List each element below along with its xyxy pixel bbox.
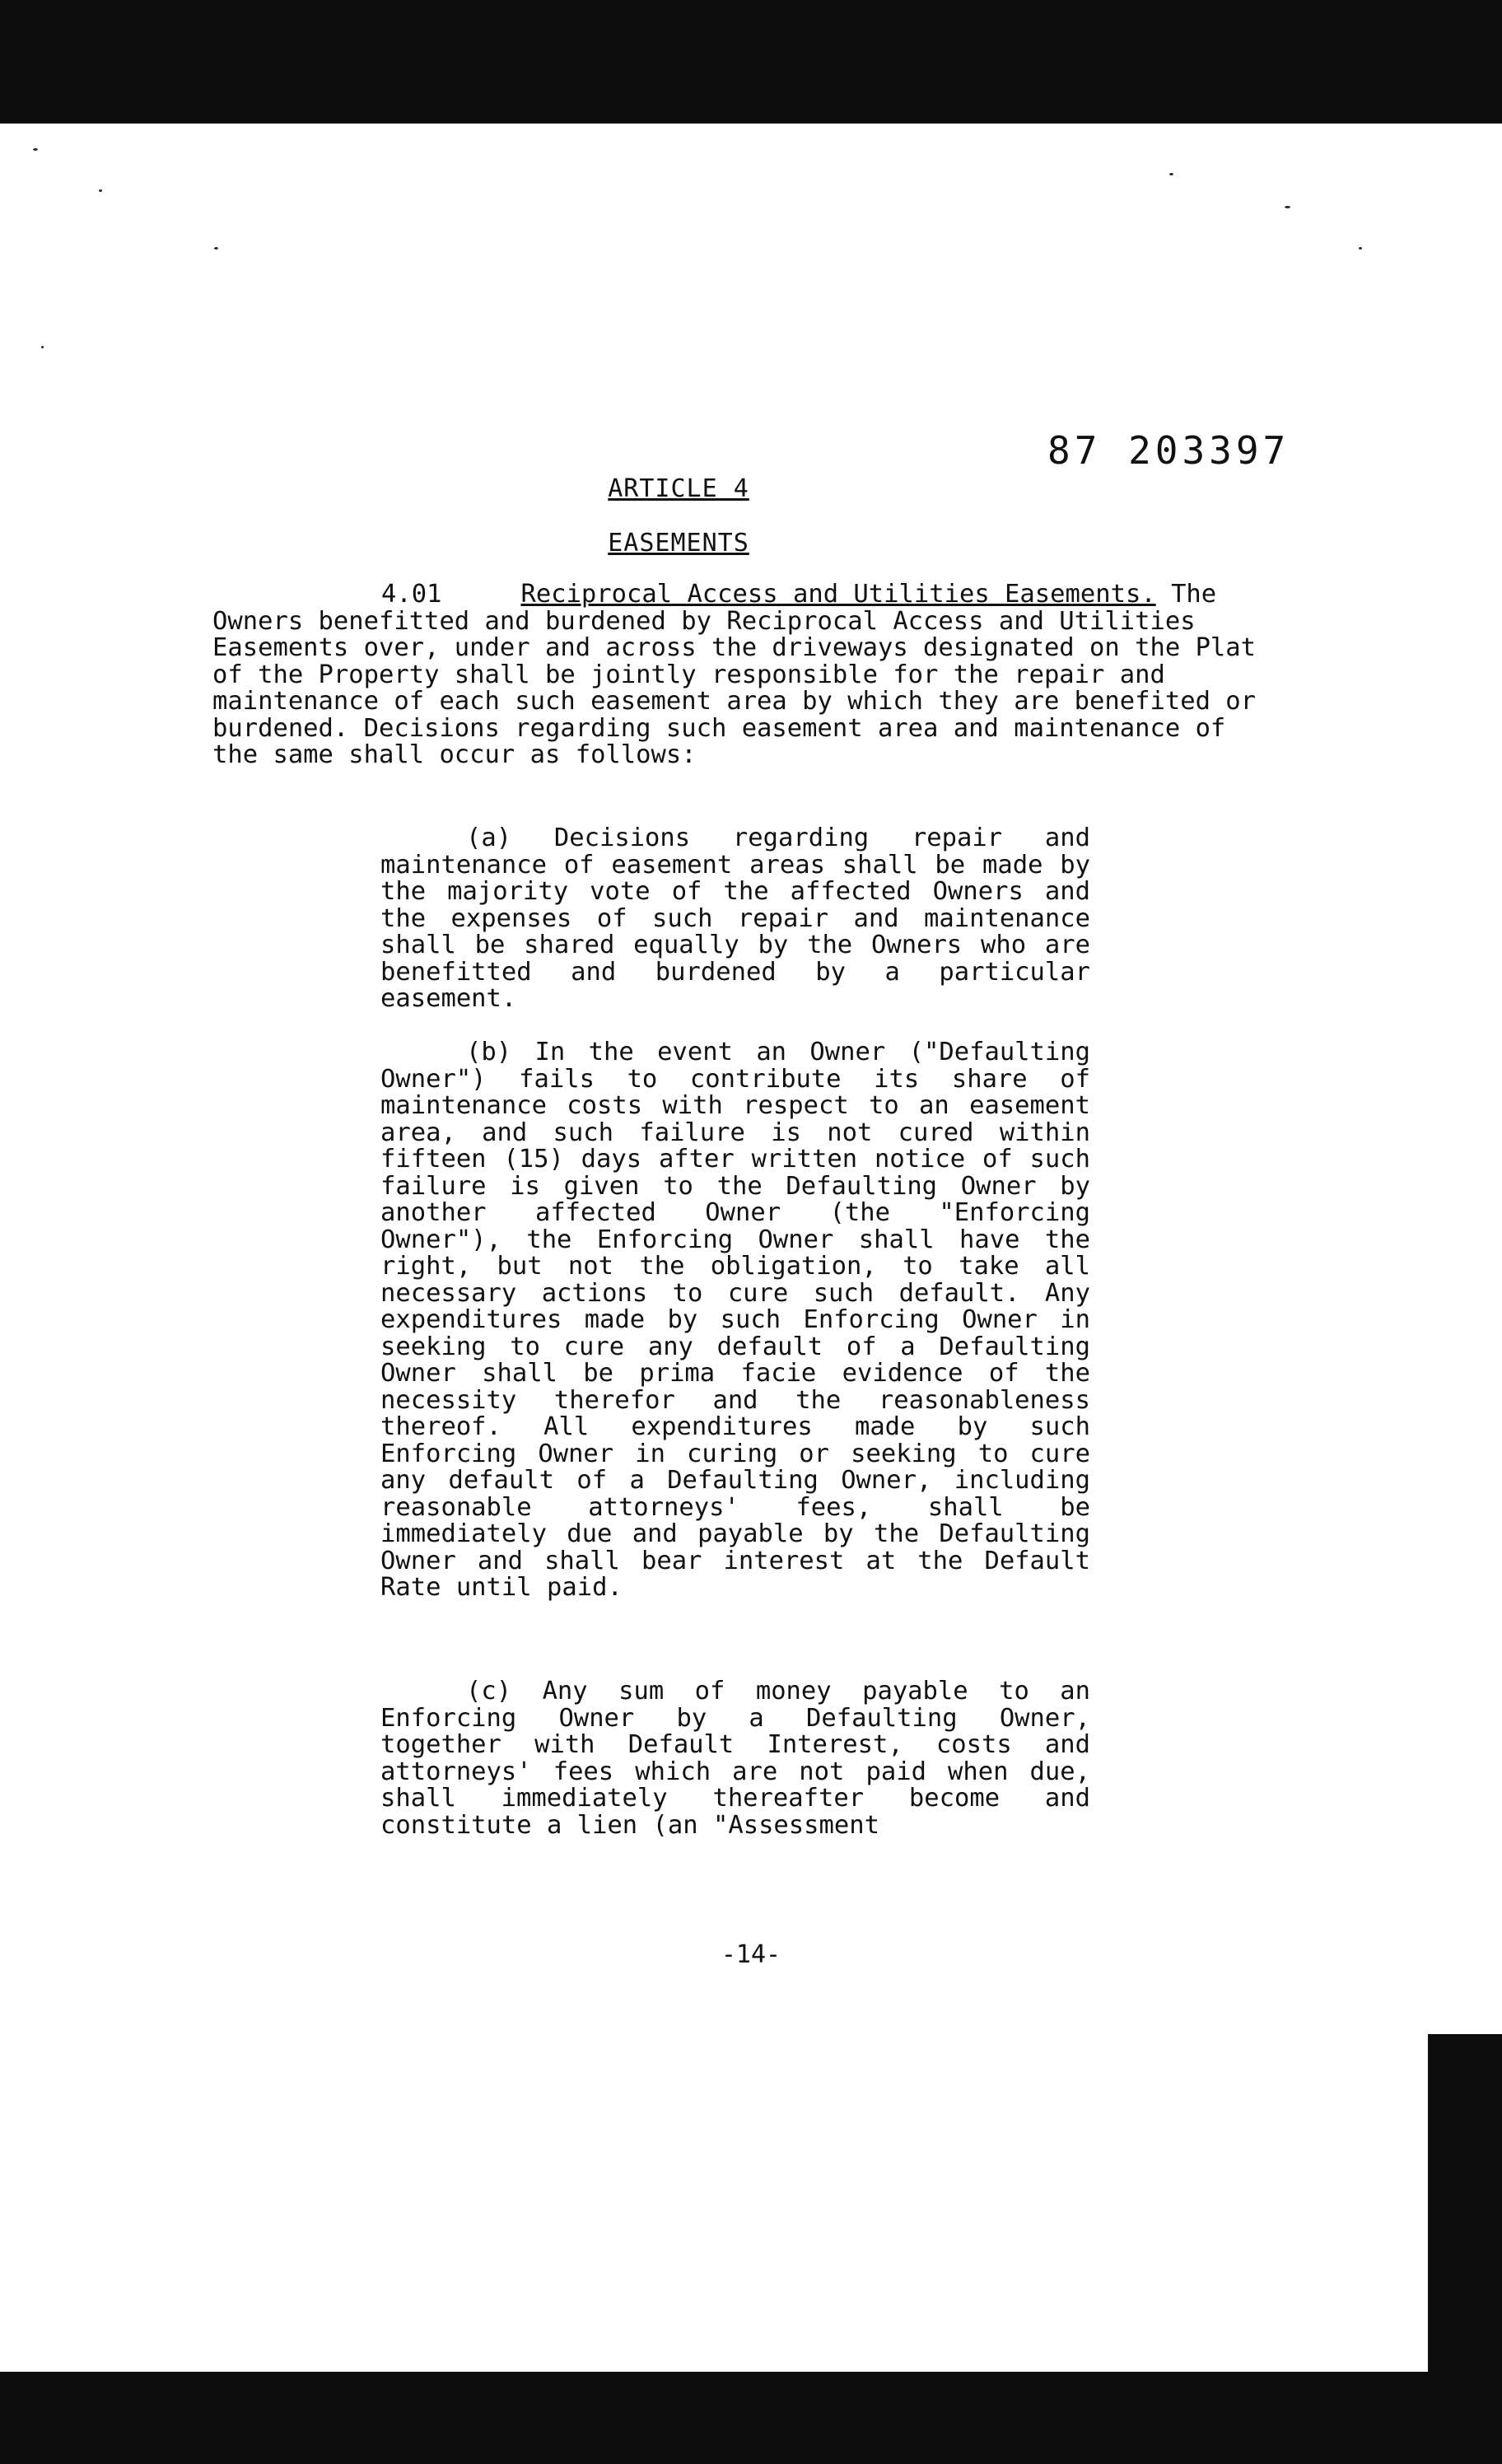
paragraph-label: (a): [466, 824, 512, 852]
paragraph-c: [380, 1678, 1090, 1839]
scan-speckle: [214, 247, 218, 250]
paragraph-text: Decisions regarding repair and maintenance of easement areas shall be made by the majority vote of the affected Owners and the expenses of such repair and maintenance shall be shared equally by the Owners who are benefitted and burdened by a particular easement.: [380, 824, 1090, 1013]
scan-speckle: [1285, 206, 1290, 208]
article-label: ARTICLE 4: [608, 474, 749, 503]
scan-border-bottom: [0, 2372, 1502, 2464]
page-number: -14-: [721, 1940, 781, 1969]
scan-speckle: [99, 189, 102, 192]
section-title: Reciprocal Access and Utilities Easements.: [520, 580, 1156, 609]
paragraph-b: [380, 1039, 1090, 1602]
section-body: The Owners benefitted and burdened by Reciprocal Access and Utilities Easements over, under and across the driveways designated on the Plat of the Property shall be jointly responsible for the repair and maintenance of each such easement area by which they are benefited or burdened. Decisions regarding such easement area and maintenance of the same shall occur as follows:: [212, 580, 1257, 769]
paragraph-label: (c): [466, 1677, 512, 1706]
section-number: 4.01: [381, 580, 442, 609]
paragraph-text: In the event an Owner ("Defaulting Owner") fails to contribute its share of maintenance costs with respect to an easement area, and such failure is not cured within fifteen (15) days after written notice of such failure is given to the Defaulting Owner by another affected Owner (the "Enforcing Owner"), the Enforcing Owner shall have the right, but not the obligation, to take all necessary actions to cure such default. Any expenditures made by such Enforcing Owner in seeking to cure any default of a Defaulting Owner shall be prima facie evidence of the necessity therefor and the reasonableness thereof. All expenditures made by such Enforcing Owner in curing or seeking to cure any default of a Defaulting Owner, including reasonable attorneys' fees, shall be immediately due and payable by the Defaulting Owner and shall bear interest at the Default Rate until paid.: [380, 1038, 1090, 1602]
paragraph-text: Any sum of money payable to an Enforcing Owner by a Defaulting Owner, together with Default Interest, costs and attorneys' fees which are not paid when due, shall immediately thereafter become and constitute a lien (an "Assessment: [380, 1677, 1090, 1840]
paragraph-label: (b): [466, 1038, 512, 1066]
scan-border-right: [1428, 2034, 1502, 2380]
section-4-01: [212, 581, 1258, 769]
scan-speckle: [33, 148, 38, 151]
scan-speckle: [1169, 173, 1173, 175]
scan-border-top: [0, 0, 1502, 124]
scan-speckle: [41, 346, 44, 348]
scan-speckle: [1359, 247, 1362, 250]
paragraph-a: [380, 825, 1090, 1013]
article-title: EASEMENTS: [608, 529, 749, 558]
recording-number: 87 203397: [1047, 428, 1290, 473]
